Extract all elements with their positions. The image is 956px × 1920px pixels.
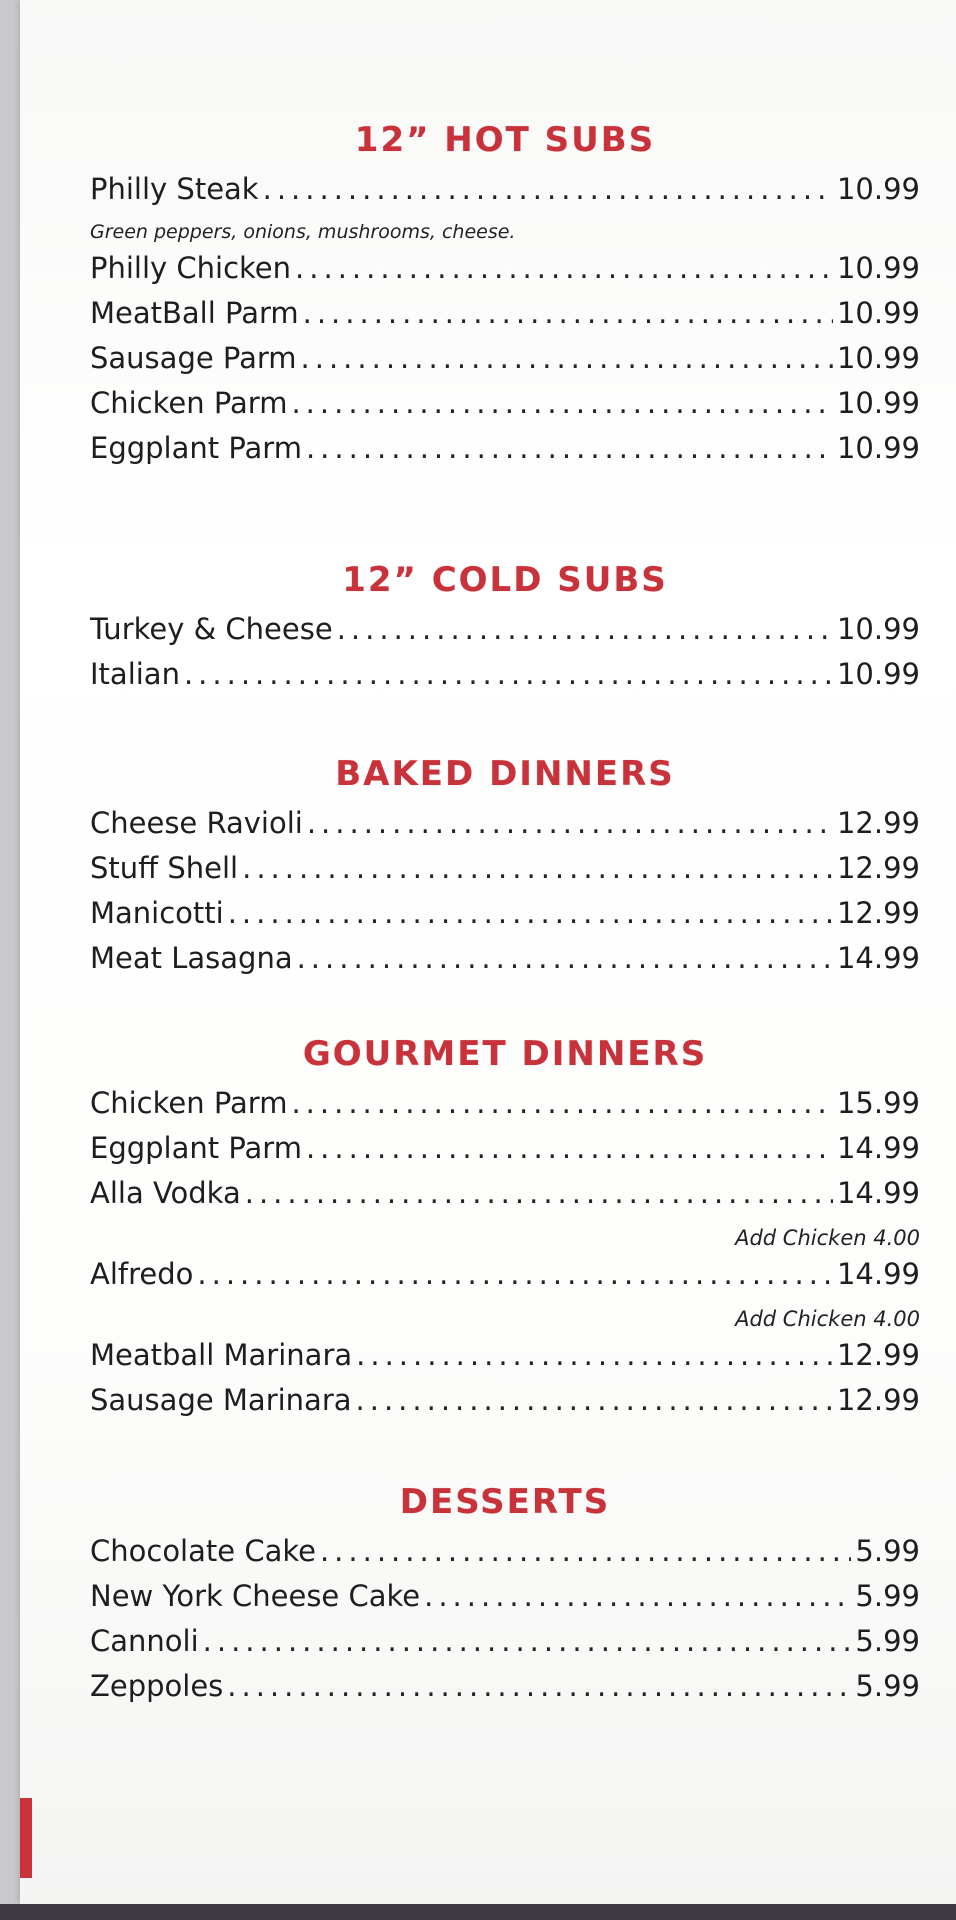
dot-leader	[307, 806, 833, 840]
dot-leader	[263, 172, 833, 206]
section-title-cold-subs: 12” COLD SUBS	[342, 560, 668, 600]
menu-page	[20, 0, 956, 1904]
section-title-desserts: DESSERTS	[399, 1482, 611, 1522]
item-name: Cannoli	[90, 1624, 199, 1658]
dot-leader	[301, 341, 833, 375]
menu-item	[90, 657, 920, 702]
menu-item	[90, 431, 920, 476]
dot-leader	[242, 851, 833, 885]
dot-leader	[197, 1257, 833, 1291]
dot-leader	[245, 1176, 833, 1210]
item-name: Cheese Ravioli	[90, 806, 303, 840]
item-name: New York Cheese Cake	[90, 1579, 421, 1613]
dot-leader	[203, 1624, 852, 1658]
menu-item	[90, 296, 920, 341]
section-title-baked-dinners: BAKED DINNERS	[335, 754, 675, 794]
menu-item	[90, 1669, 920, 1714]
item-name: Italian	[90, 657, 180, 691]
item-price: 12.99	[836, 1338, 920, 1372]
menu-item	[90, 172, 920, 217]
menu-item	[90, 1534, 920, 1579]
dot-leader	[228, 896, 833, 930]
section-hot-subs	[90, 112, 920, 476]
item-price: 10.99	[836, 431, 920, 465]
item-description: Green peppers, onions, mushrooms, cheese.	[90, 221, 516, 243]
dot-leader	[303, 296, 833, 330]
dot-leader	[291, 1086, 833, 1120]
item-price: 14.99	[836, 1131, 920, 1165]
item-price: 5.99	[855, 1579, 920, 1613]
section-baked-dinners	[90, 746, 920, 986]
bottom-edge-strip	[0, 1904, 956, 1920]
item-price: 5.99	[855, 1669, 920, 1703]
dot-leader	[295, 251, 833, 285]
menu-item	[90, 1086, 920, 1131]
item-addon-note: Add Chicken 4.00	[735, 1307, 920, 1331]
item-name: Meatball Marinara	[90, 1338, 353, 1372]
item-price: 12.99	[836, 1383, 920, 1417]
item-name: Zeppoles	[90, 1669, 224, 1703]
item-price: 10.99	[836, 251, 920, 285]
item-price: 14.99	[836, 1176, 920, 1210]
item-price: 14.99	[836, 941, 920, 975]
item-name: Sausage Marinara	[90, 1383, 352, 1417]
dot-leader	[306, 431, 833, 465]
item-price: 10.99	[836, 612, 920, 646]
item-price: 10.99	[836, 172, 920, 206]
item-price: 10.99	[836, 386, 920, 420]
menu-item	[90, 1131, 920, 1176]
item-addon-note: Add Chicken 4.00	[735, 1226, 920, 1250]
dot-leader	[227, 1669, 851, 1703]
item-name: Stuff Shell	[90, 851, 239, 885]
item-name: Turkey & Cheese	[90, 612, 333, 646]
menu-item	[90, 896, 920, 941]
item-price: 10.99	[836, 657, 920, 691]
item-name: Philly Steak	[90, 172, 259, 206]
item-price: 12.99	[836, 851, 920, 885]
item-name: Meat Lasagna	[90, 941, 293, 975]
dot-leader	[356, 1338, 833, 1372]
item-name: Chicken Parm	[90, 386, 288, 420]
section-title-gourmet-dinners: GOURMET DINNERS	[302, 1034, 708, 1074]
menu-item	[90, 251, 920, 296]
menu-item	[90, 1579, 920, 1624]
menu-item	[90, 1338, 920, 1383]
item-name: Chocolate Cake	[90, 1534, 316, 1568]
menu-item	[90, 1624, 920, 1669]
section-desserts	[90, 1474, 920, 1714]
item-price: 15.99	[836, 1086, 920, 1120]
section-gourmet-dinners	[90, 1026, 920, 1428]
item-name: Chicken Parm	[90, 1086, 288, 1120]
item-name: Sausage Parm	[90, 341, 297, 375]
dot-leader	[337, 612, 833, 646]
item-price: 10.99	[836, 341, 920, 375]
item-price: 5.99	[855, 1624, 920, 1658]
section-title-hot-subs: 12” HOT SUBS	[354, 120, 656, 160]
item-name: Alla Vodka	[90, 1176, 241, 1210]
item-name: Manicotti	[90, 896, 224, 930]
dot-leader	[184, 657, 833, 691]
dot-leader	[291, 386, 833, 420]
item-name: Eggplant Parm	[90, 1131, 302, 1165]
edge-accent-stripe	[20, 1798, 32, 1878]
menu-item	[90, 386, 920, 431]
item-price: 12.99	[836, 896, 920, 930]
menu-item	[90, 941, 920, 986]
menu-item	[90, 1383, 920, 1428]
item-name: Alfredo	[90, 1257, 194, 1291]
item-name: Eggplant Parm	[90, 431, 302, 465]
dot-leader	[320, 1534, 851, 1568]
section-cold-subs	[90, 552, 920, 702]
menu-item	[90, 806, 920, 851]
menu-item	[90, 851, 920, 896]
menu-item	[90, 341, 920, 386]
dot-leader	[297, 941, 833, 975]
dot-leader	[306, 1131, 833, 1165]
dot-leader	[424, 1579, 851, 1613]
item-price: 10.99	[836, 296, 920, 330]
item-price: 5.99	[855, 1534, 920, 1568]
menu-item	[90, 1176, 920, 1221]
item-price: 14.99	[836, 1257, 920, 1291]
menu-item	[90, 1257, 920, 1302]
item-price: 12.99	[836, 806, 920, 840]
item-name: Philly Chicken	[90, 251, 292, 285]
item-name: MeatBall Parm	[90, 296, 299, 330]
menu-item	[90, 612, 920, 657]
dot-leader	[356, 1383, 833, 1417]
